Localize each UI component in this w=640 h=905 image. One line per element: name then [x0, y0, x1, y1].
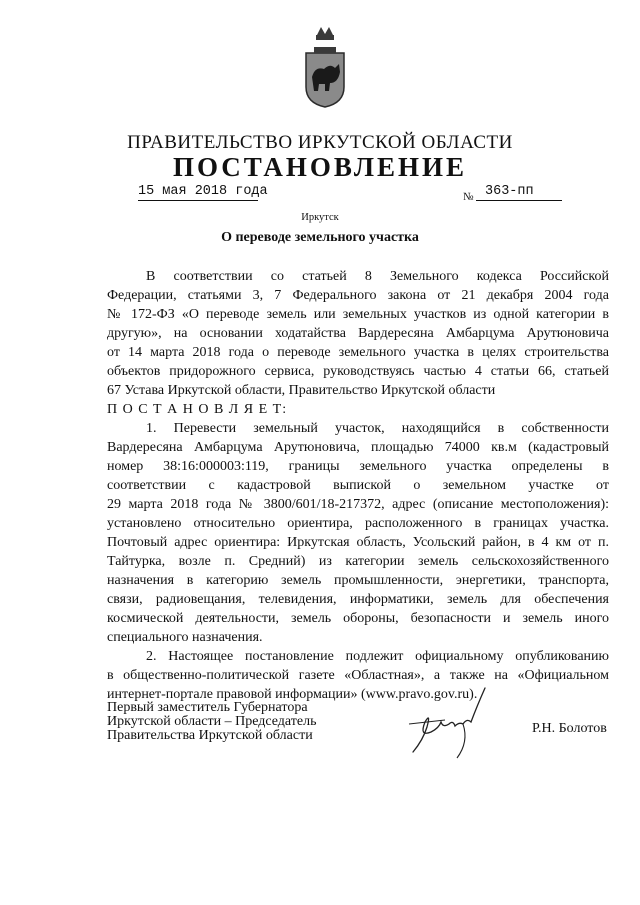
document-title: О переводе земельного участка [221, 230, 419, 245]
preamble-line: № 172-ФЗ «О переводе земель или земельных участков из одной категории в [107, 307, 609, 322]
signatory-title-line: Правительства Иркутской области [107, 728, 313, 743]
preamble-line: Федерации, статьями 3, 7 Федерального закона от 21 декабря 2004 года [107, 288, 609, 303]
item1-line: космической деятельности, земель обороны, безопасности и земель иного [107, 611, 609, 626]
coat-of-arms-emblem [302, 25, 348, 109]
city: Иркутск [301, 212, 339, 223]
document-number: 363-пп [476, 184, 562, 201]
item1-line: соответствии с кадастровой выпиской о земельном участке от [107, 478, 609, 493]
document-date: 15 мая 2018 года [138, 184, 268, 199]
item1-line: 1. Перевести земельный участок, находящийся в собственности [146, 421, 609, 436]
number-sign: № [463, 191, 474, 203]
signatory-title-line: Первый заместитель Губернатора [107, 700, 308, 715]
item2-line: в общественно-политической газете «Областная», а также на «Официальном [107, 668, 609, 683]
item1-line: связи, радиовещания, телевидения, информатики, земель для обеспечения [107, 592, 609, 607]
handwritten-signature [405, 682, 495, 762]
item2-line: интернет-портале правовой информации» (www.pravo.gov.ru). [107, 687, 478, 702]
item2-line: 2. Настоящее постановление подлежит официальному опубликованию [146, 649, 609, 664]
item1-line: Вардересяна Амбарцума Арутюновича, площадью 74000 кв.м (кадастровый [107, 440, 609, 455]
preamble-line: 67 Устава Иркутской области, Правительство Иркутской области [107, 383, 496, 398]
preamble-line: объектов придорожного сервиса, руководствуясь частью 4 статьи 66, статьей [107, 364, 609, 379]
document-type: ПОСТАНОВЛЕНИЕ [172, 152, 468, 182]
item1-line: установлено относительно ориентира, расположенного в границах участка. [107, 516, 609, 531]
preamble-line: В соответствии со статьей 8 Земельного кодекса Российской [146, 269, 609, 284]
signatory-title-line: Иркутской области – Председатель [107, 714, 317, 729]
signatory-name: Р.Н. Болотов [532, 721, 607, 736]
item1-line: назначения в категорию земель промышленности, энергетики, транспорта, [107, 573, 609, 588]
preamble-line: от 14 марта 2018 года о переводе земельного участка в целях строительства [107, 345, 609, 360]
item1-line: Тайтурка, возле п. Средний) из категории земель сельскохозяйственного [107, 554, 609, 569]
preamble-line: другую», на основании ходатайства Вардересяна Амбарцума Арутюновича [107, 326, 609, 341]
government-name: ПРАВИТЕЛЬСТВО ИРКУТСКОЙ ОБЛАСТИ [127, 132, 513, 153]
item1-line: Почтовый адрес ориентира: Иркутская область, Усольский район, в 4 км от п. [107, 535, 609, 550]
item1-line: специального назначения. [107, 630, 263, 645]
item1-line: номер 38:16:000003:119, границы земельного участка определены в [107, 459, 609, 474]
item1-line: 29 марта 2018 года № 3800/601/18-217372, адрес (описание местоположения): [107, 497, 609, 512]
resolves-heading: П О С Т А Н О В Л Я Е Т: [107, 402, 288, 417]
